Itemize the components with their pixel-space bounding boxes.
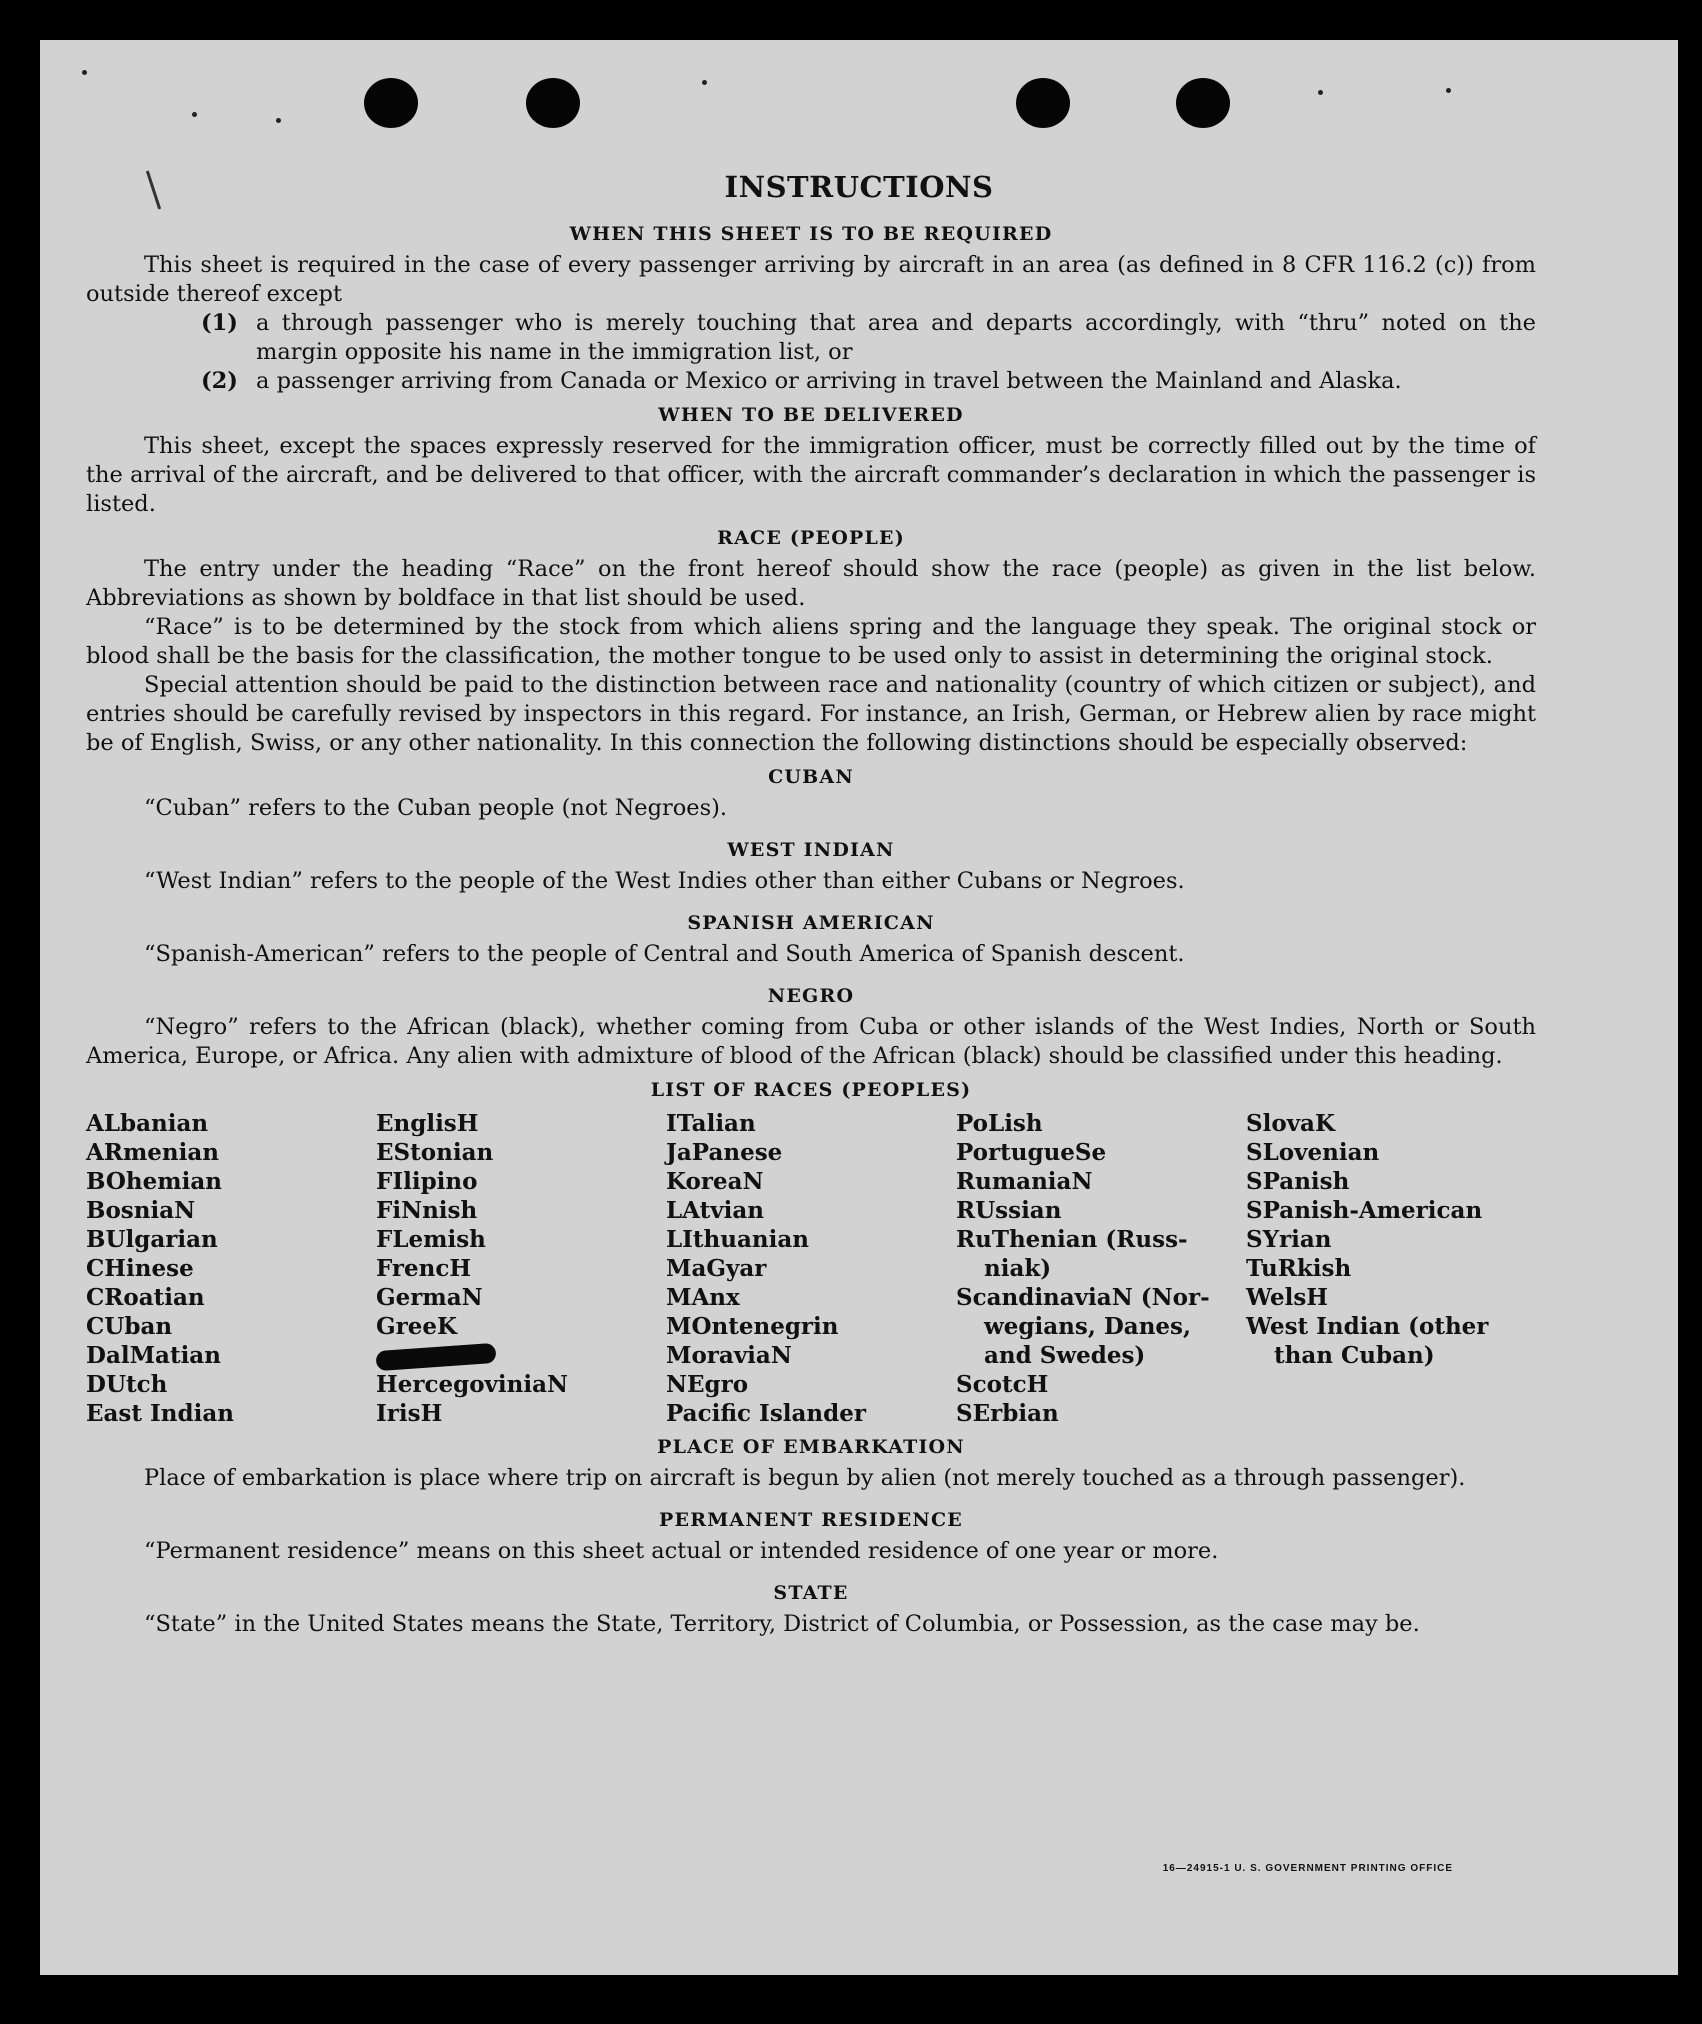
race-entry: RumaniaN <box>956 1168 1093 1195</box>
race-entry-continued: niak) <box>984 1255 1052 1282</box>
race-paragraph-3: Special attention should be paid to the distinction between race and nationality (country of which citizen or subject), and entries should be carefully revised by inspectors in this regard. For instance, an Irish, German, or Hebrew alien by race might be of English, Swiss, or any other nationality. In this connection the following distinctions should be especially observed: <box>86 672 1536 756</box>
printing-office-code: 16—24915-1 U. S. GOVERNMENT PRINTING OFFICE <box>1162 1863 1453 1874</box>
negro-text: “Negro” refers to the African (black), whether coming from Cuba or other islands of the West Indies, North or South America, Europe, or Africa. Any alien with admixture of blood of the African (black) should be classified under this heading. <box>86 1014 1536 1069</box>
race-entry: FLemish <box>376 1226 486 1253</box>
race-entry: ScotcH <box>956 1371 1049 1398</box>
race-entry: NEgro <box>666 1371 749 1398</box>
redacted-entry <box>376 1341 666 1370</box>
race-entry-continued: than Cuban) <box>1274 1342 1435 1369</box>
race-entry: PortugueSe <box>956 1139 1107 1166</box>
exception-text: a passenger arriving from Canada or Mexico or arriving in travel between the Mainland and Alaska. <box>256 368 1402 394</box>
heading-when-required: WHEN THIS SHEET IS TO BE REQUIRED <box>569 223 1053 245</box>
race-entry: SlovaK <box>1246 1110 1335 1137</box>
race-column-5 <box>1246 1109 1536 1428</box>
race-entry: PoLish <box>956 1110 1043 1137</box>
race-column-4 <box>956 1109 1246 1428</box>
when-required-text: This sheet is required in the case of every passenger arriving by aircraft in an area (as defined in 8 CFR 116.2 (c)) from outside thereof except <box>86 252 1536 307</box>
embarkation-text: Place of embarkation is place where trip on aircraft is begun by alien (not merely touched as a through passenger). <box>144 1465 1466 1491</box>
race-entry: DUtch <box>86 1371 168 1398</box>
punch-hole <box>526 78 580 128</box>
speck <box>82 70 87 75</box>
punch-hole <box>1016 78 1070 128</box>
race-entry: LAtvian <box>666 1197 764 1224</box>
residence-text: “Permanent residence” means on this sheet actual or intended residence of one year or more. <box>144 1538 1219 1564</box>
race-entry: West Indian (other <box>1246 1313 1489 1340</box>
race-entry: BUlgarian <box>86 1226 218 1253</box>
race-entry: ITalian <box>666 1110 756 1137</box>
race-entry: MaGyar <box>666 1255 767 1282</box>
race-entry: DalMatian <box>86 1342 221 1369</box>
race-entry: Pacific Islander <box>666 1400 866 1427</box>
race-column-3 <box>666 1109 956 1428</box>
race-entry-continued: wegians, Danes, <box>984 1313 1191 1340</box>
speck <box>702 80 707 85</box>
race-entry: SYrian <box>1246 1226 1332 1253</box>
heading-cuban: CUBAN <box>768 766 854 788</box>
punch-hole <box>364 78 418 128</box>
race-entry: JaPanese <box>666 1139 783 1166</box>
race-entry: CRoatian <box>86 1284 205 1311</box>
race-entry: LIthuanian <box>666 1226 809 1253</box>
exception-number: (2) <box>201 368 238 394</box>
heading-spanish-american: SPANISH AMERICAN <box>687 912 935 934</box>
race-entry: WelsH <box>1246 1284 1329 1311</box>
heading-embarkation: PLACE OF EMBARKATION <box>657 1436 965 1458</box>
race-entry: GreeK <box>376 1313 458 1340</box>
race-entry: ARmenian <box>86 1139 220 1166</box>
exception-text: a through passenger who is merely touching that area and departs accordingly, with “thru” noted on the margin opposite his name in the immigration list, or <box>256 310 1536 365</box>
race-entry: SLovenian <box>1246 1139 1380 1166</box>
heading-list-of-races: LIST OF RACES (PEOPLES) <box>650 1079 972 1101</box>
race-paragraph-2: “Race” is to be determined by the stock from which aliens spring and the language they speak. The original stock or blood shall be the basis for the classification, the mother tongue to be used only to assist in determining the original stock. <box>86 614 1536 669</box>
race-column-2 <box>376 1109 666 1428</box>
west-indian-text: “West Indian” refers to the people of the West Indies other than either Cubans or Negroes. <box>144 868 1185 894</box>
heading-west-indian: WEST INDIAN <box>727 839 895 861</box>
race-entry: KoreaN <box>666 1168 764 1195</box>
exception-item <box>86 367 1536 396</box>
cuban-text: “Cuban” refers to the Cuban people (not Negroes). <box>144 795 728 821</box>
race-entry: RuThenian (Russ- <box>956 1226 1188 1253</box>
race-entry: HercegoviniaN <box>376 1371 569 1398</box>
race-entry: BosniaN <box>86 1197 196 1224</box>
redaction-mark <box>375 1343 496 1371</box>
race-entry: SErbian <box>956 1400 1059 1427</box>
race-entry: ALbanian <box>86 1110 209 1137</box>
heading-negro: NEGRO <box>767 985 855 1007</box>
race-entry: SPanish <box>1246 1168 1350 1195</box>
race-entry: ScandinaviaN (Nor- <box>956 1284 1210 1311</box>
page-title: INSTRUCTIONS <box>724 170 994 204</box>
punch-hole <box>1176 78 1230 128</box>
race-entry: CUban <box>86 1313 173 1340</box>
state-text: “State” in the United States means the State, Territory, District of Columbia, or Possession, as the case may be. <box>144 1611 1420 1637</box>
race-entry: EStonian <box>376 1139 494 1166</box>
speck <box>1318 90 1323 95</box>
race-entry: CHinese <box>86 1255 194 1282</box>
race-entry: FiNnish <box>376 1197 478 1224</box>
race-entry: East Indian <box>86 1400 234 1427</box>
race-entry: TuRkish <box>1246 1255 1352 1282</box>
race-entry: BOhemian <box>86 1168 222 1195</box>
race-entry: EnglisH <box>376 1110 479 1137</box>
race-paragraph-1: The entry under the heading “Race” on the front hereof should show the race (people) as given in the list below. Abbreviations as shown by boldface in that list should be used. <box>86 556 1536 611</box>
heading-permanent-residence: PERMANENT RESIDENCE <box>659 1509 963 1531</box>
race-entry: RUssian <box>956 1197 1062 1224</box>
document-page <box>40 40 1678 1975</box>
instructions-body <box>86 215 1536 1639</box>
heading-race: RACE (PEOPLE) <box>717 527 905 549</box>
speck <box>1446 88 1451 93</box>
race-list <box>86 1109 1536 1428</box>
race-column-1 <box>86 1109 376 1428</box>
race-entry: IrisH <box>376 1400 443 1427</box>
race-entry: SPanish-American <box>1246 1197 1483 1224</box>
heading-state: STATE <box>773 1582 849 1604</box>
race-entry: MAnx <box>666 1284 740 1311</box>
race-entry-continued: and Swedes) <box>984 1342 1146 1369</box>
race-entry: MoraviaN <box>666 1342 792 1369</box>
speck <box>276 118 281 123</box>
race-entry: FIlipino <box>376 1168 478 1195</box>
race-entry: MOntenegrin <box>666 1313 839 1340</box>
heading-when-delivered: WHEN TO BE DELIVERED <box>658 404 964 426</box>
spanish-american-text: “Spanish-American” refers to the people of Central and South America of Spanish descent. <box>144 941 1185 967</box>
when-delivered-text: This sheet, except the spaces expressly reserved for the immigration officer, must be correctly filled out by the time of the arrival of the aircraft, and be delivered to that officer, with the aircraft commander’s declaration in which the passenger is listed. <box>86 433 1536 517</box>
exception-number: (1) <box>201 310 238 336</box>
race-entry: GermaN <box>376 1284 483 1311</box>
race-entry: FrencH <box>376 1255 472 1282</box>
exception-item <box>86 309 1536 367</box>
speck <box>192 112 197 117</box>
